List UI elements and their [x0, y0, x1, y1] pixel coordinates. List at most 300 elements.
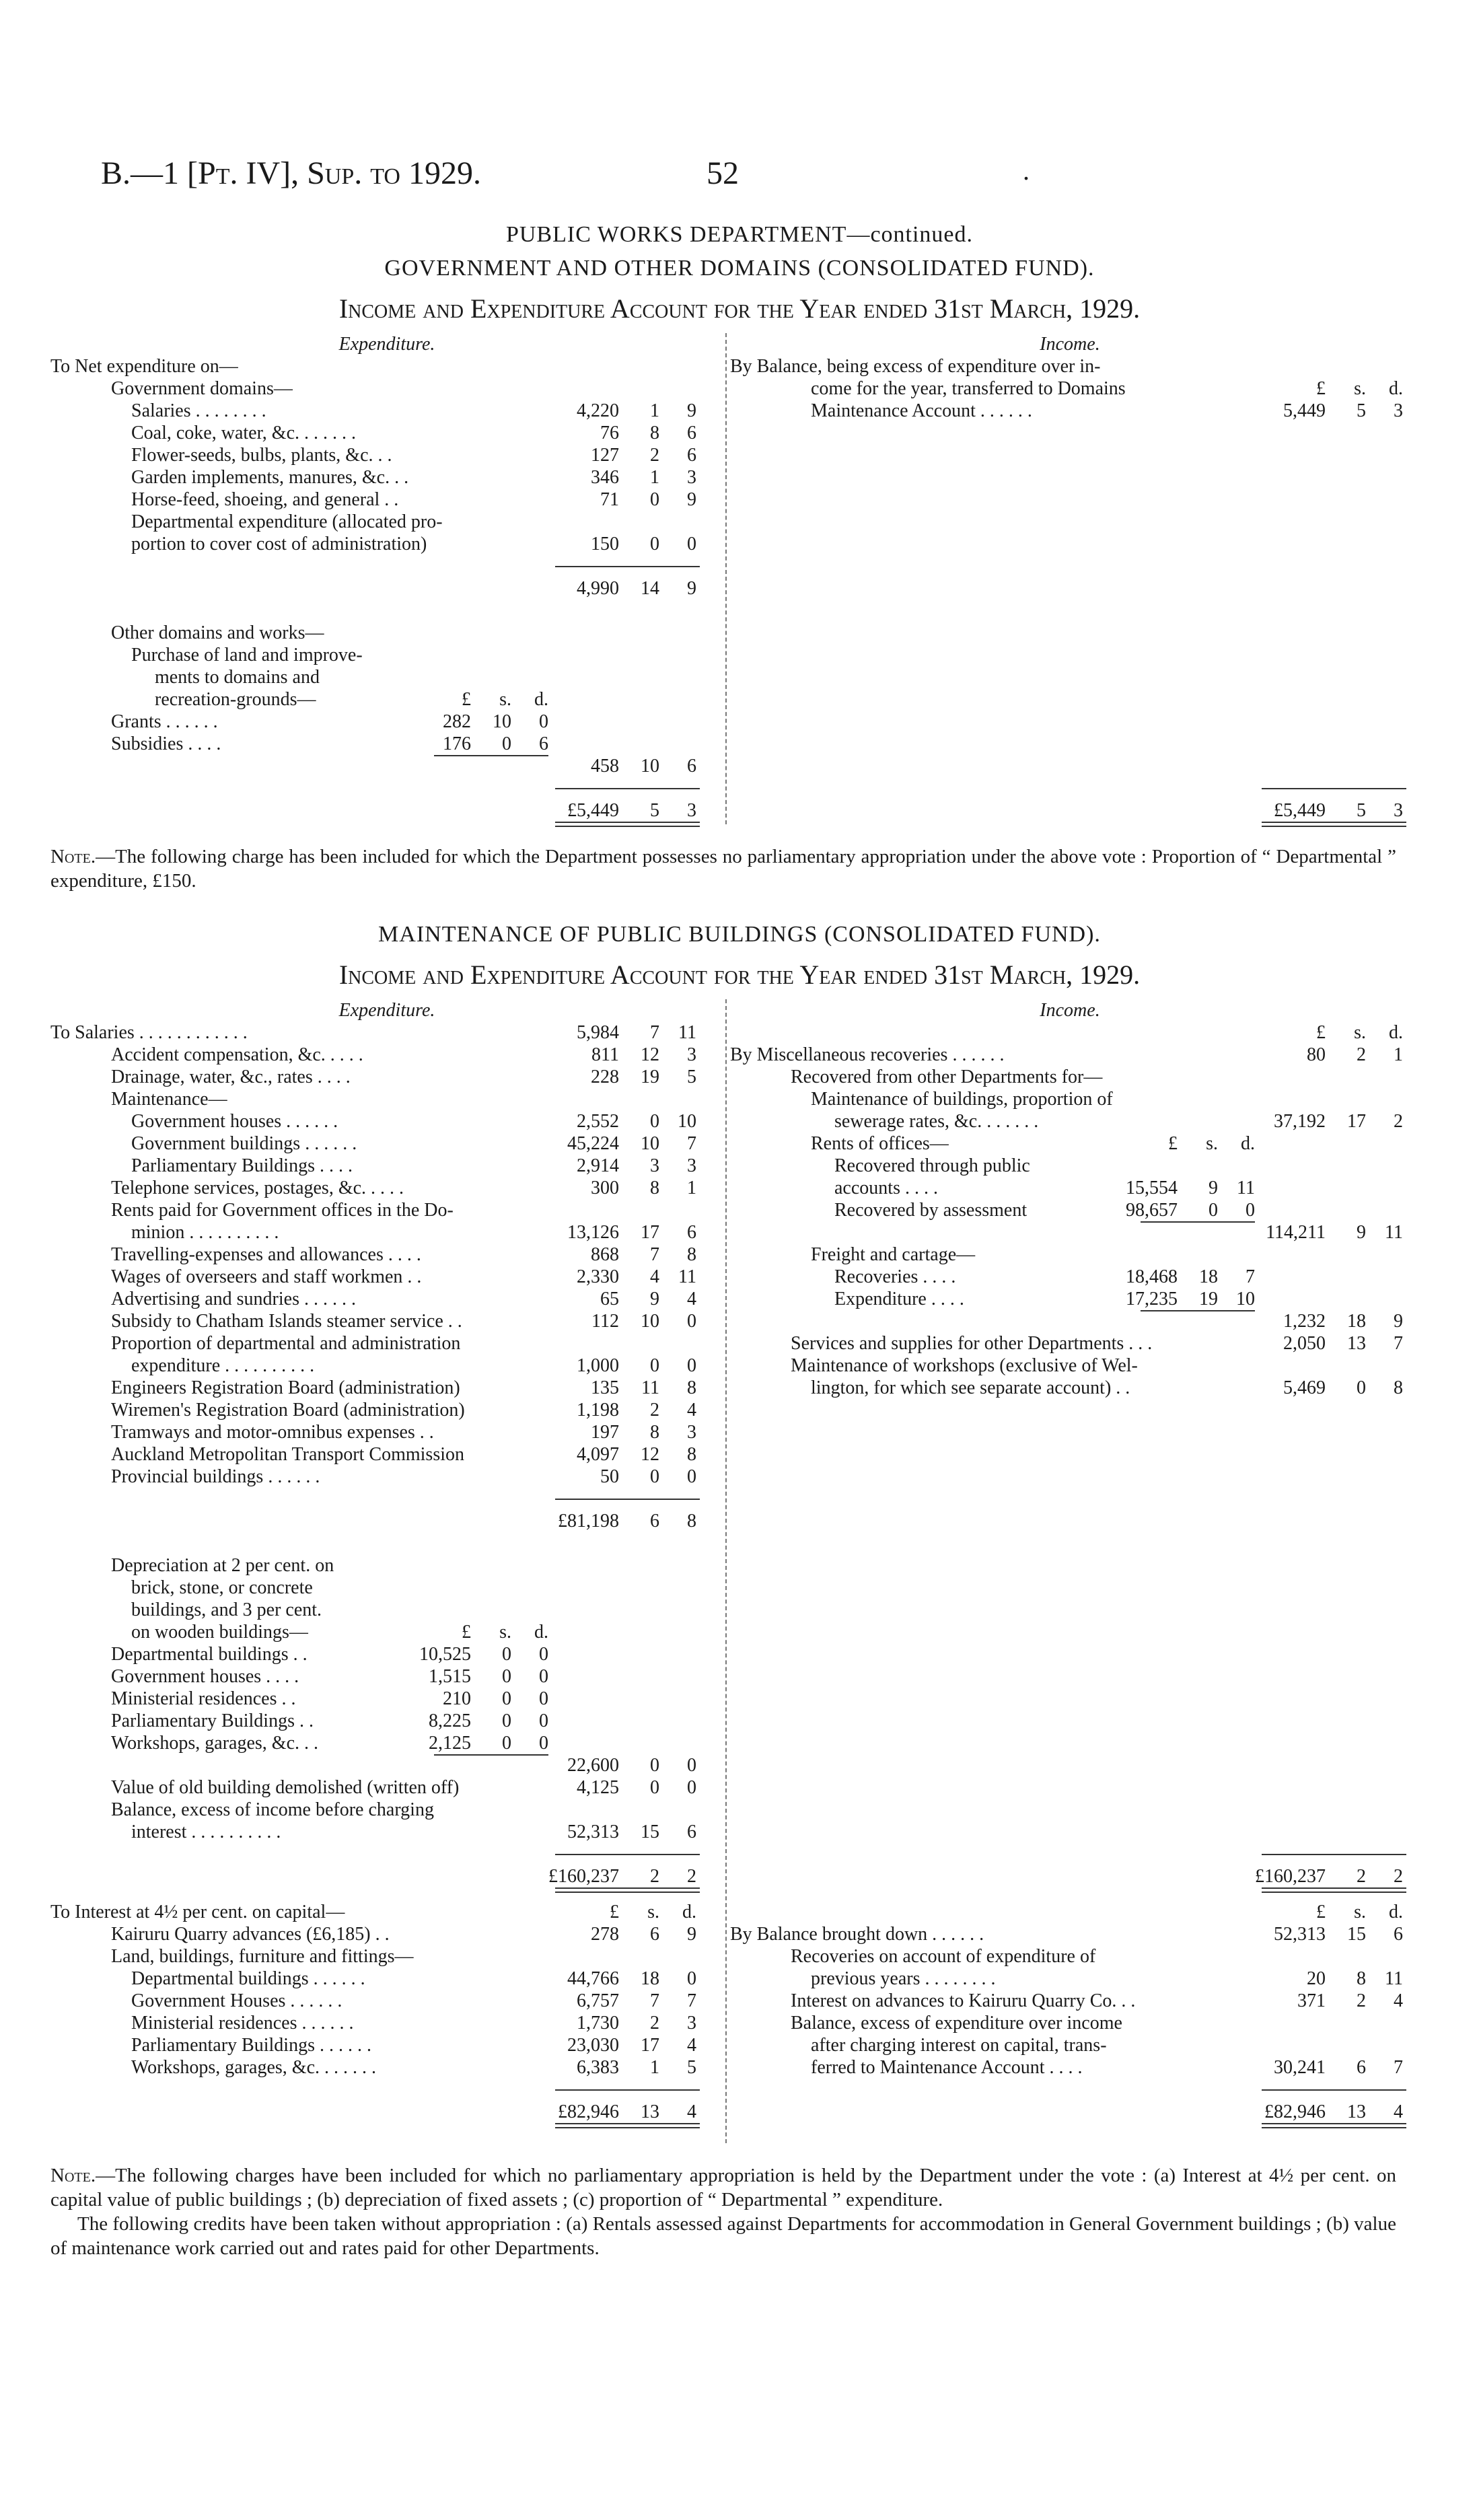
line-description: Parliamentary Buildings . . . . . .	[131, 2035, 371, 2056]
amount-pounds: 71	[600, 489, 619, 510]
amount-shillings: 9	[1357, 1222, 1366, 1243]
amount-pounds: £5,449	[567, 800, 619, 821]
amount-pounds: 868	[591, 1244, 619, 1265]
line-description: Value of old building demolished (written off)	[111, 1777, 460, 1798]
line-description: Recoveries on account of expenditure of	[791, 1946, 1096, 1967]
amount-line	[50, 1754, 723, 1776]
amount-pence: 4	[687, 1289, 696, 1309]
line-description: lington, for which see separate account) . .	[811, 1377, 1130, 1398]
total-pence: 2	[1394, 1866, 1403, 1887]
sub-amount-pounds: 1,515	[429, 1666, 471, 1687]
spacer-line	[730, 600, 1410, 622]
amount-pounds: 5,449	[1283, 400, 1326, 421]
sub-amount-pence: 0	[1246, 1200, 1255, 1221]
amount-pounds: 22,600	[567, 1755, 619, 1776]
amount-pence: 4	[1394, 2101, 1403, 2122]
amount-pounds: 5,469	[1283, 1377, 1326, 1398]
amount-pounds: 4,990	[577, 578, 619, 599]
account-line	[730, 1199, 1410, 1221]
line-description: Recovered from other Departments for—	[791, 1067, 1103, 1087]
amount-pence: 6	[687, 756, 696, 777]
account-line	[50, 1132, 723, 1155]
line-description: sewerage rates, &c. . . . . . .	[834, 1111, 1039, 1132]
amount-pounds: 114,211	[1266, 1222, 1326, 1243]
line-description: Expenditure . . . .	[834, 1289, 964, 1309]
page-number: 52	[707, 155, 739, 191]
amount-shillings: 0	[650, 1355, 659, 1376]
amount-line	[50, 2101, 723, 2123]
account-line	[50, 666, 723, 688]
amount-pence: 2	[1394, 1111, 1403, 1132]
total-rule	[555, 1854, 700, 1855]
amount-pounds: 197	[591, 1422, 619, 1443]
maintenance-note-1	[50, 2163, 1396, 2212]
spacer-line	[730, 1599, 1410, 1621]
sub-amount-pence: 7	[1246, 1266, 1255, 1287]
account-line	[730, 1088, 1410, 1110]
line-description: brick, stone, or concrete	[131, 1577, 313, 1598]
amount-pounds: 1,730	[577, 2013, 619, 2033]
interest-credits-side	[730, 1901, 1410, 2128]
closing-double-rule	[1262, 1887, 1406, 1893]
total-pence: 3	[1394, 800, 1403, 821]
note-lead: Note.	[50, 846, 96, 867]
line-description: Flower-seeds, bulbs, plants, &c. . .	[131, 445, 392, 466]
amount-pence: 10	[678, 1111, 696, 1132]
interest-credits-rows	[730, 1901, 1410, 2128]
amount-line	[730, 2101, 1410, 2123]
amount-pounds: 228	[591, 1067, 619, 1087]
total-shillings: 5	[1357, 800, 1366, 821]
amount-shillings: 13	[641, 2101, 659, 2122]
amount-shillings: 2	[1357, 1990, 1366, 2011]
amount-pence: 1	[1394, 1044, 1403, 1065]
amount-pence: 0	[687, 1355, 696, 1376]
spacer-line	[730, 555, 1410, 577]
account-line	[50, 511, 723, 533]
amount-line	[50, 1532, 723, 1554]
amount-shillings: s.	[647, 1902, 659, 1922]
sub-amount-shillings: 0	[502, 733, 511, 754]
account-line	[730, 1990, 1410, 2012]
spacer-line	[730, 1665, 1410, 1688]
amount-pounds: 80	[1307, 1044, 1326, 1065]
amount-pence: 8	[687, 1377, 696, 1398]
sub-amount-pence: 0	[539, 1688, 548, 1709]
amount-pence: d.	[1389, 1902, 1403, 1922]
amount-pence: d.	[1389, 378, 1403, 399]
amount-pounds: 278	[591, 1924, 619, 1945]
line-description: accounts . . . .	[834, 1178, 938, 1198]
amount-shillings: 5	[1357, 400, 1366, 421]
sub-amount-pounds: 10,525	[419, 1644, 471, 1665]
sub-amount-pounds: 282	[443, 711, 471, 732]
amount-pence: 3	[687, 2013, 696, 2033]
amount-line	[730, 1901, 1410, 1923]
amount-pounds: 346	[591, 467, 619, 488]
domains-subtitle: Income and Expenditure Account for the Year ended 31st March, 1929.	[338, 293, 1141, 324]
amount-pounds: £	[1316, 1902, 1326, 1922]
line-description: Maintenance Account . . . . . .	[811, 400, 1032, 421]
account-line	[50, 1688, 723, 1710]
amount-shillings: 2	[1357, 1044, 1366, 1065]
line-description: Auckland Metropolitan Transport Commission	[111, 1444, 464, 1465]
amount-line	[50, 799, 723, 822]
line-description: Garden implements, manures, &c. . .	[131, 467, 409, 488]
spacer-line	[730, 489, 1410, 511]
amount-pence: 11	[1385, 1968, 1403, 1989]
amount-line	[50, 555, 723, 577]
total-line	[730, 799, 1410, 822]
line-description: Drainage, water, &c., rates . . . .	[111, 1067, 351, 1087]
amount-shillings: 7	[650, 1244, 659, 1265]
account-line	[730, 1923, 1410, 1945]
line-description: Ministerial residences . .	[111, 1688, 296, 1709]
amount-shillings: 15	[641, 1822, 659, 1842]
line-description: Departmental expenditure (allocated pro-	[131, 511, 443, 532]
sub-amount-pence: d.	[534, 1622, 548, 1643]
line-description: minion . . . . . . . . . .	[131, 1222, 279, 1243]
amount-pounds: 52,313	[1274, 1924, 1326, 1945]
account-line	[50, 1821, 723, 1843]
amount-pence: 6	[1394, 1924, 1403, 1945]
amount-pence: 5	[687, 2057, 696, 2078]
line-description: Advertising and sundries . . . . . .	[111, 1289, 356, 1309]
account-line	[730, 1355, 1410, 1377]
line-description: Freight and cartage—	[811, 1244, 976, 1265]
account-line	[50, 355, 723, 377]
sub-amount-pounds: £	[462, 689, 471, 710]
spacer-line	[730, 711, 1410, 733]
amount-shillings: 10	[641, 1133, 659, 1154]
amount-pence: 0	[687, 1311, 696, 1332]
sub-total-rule	[434, 1754, 548, 1756]
amount-pence: 11	[678, 1266, 696, 1287]
account-line	[730, 1066, 1410, 1088]
closing-double-rule	[1262, 822, 1406, 827]
sub-amount-shillings: 19	[1199, 1289, 1218, 1309]
account-line	[730, 1110, 1410, 1132]
sub-amount-pence: 0	[539, 711, 548, 732]
line-description: Tramways and motor-omnibus expenses . .	[111, 1422, 434, 1443]
account-line	[730, 400, 1410, 422]
line-description: buildings, and 3 per cent.	[131, 1599, 322, 1620]
amount-line	[730, 1021, 1410, 1044]
account-line	[730, 1155, 1410, 1177]
account-line	[50, 1177, 723, 1199]
amount-line	[50, 577, 723, 600]
amount-pounds: 65	[600, 1289, 619, 1309]
amount-shillings: 18	[1347, 1311, 1366, 1332]
account-line	[50, 2012, 723, 2034]
line-description: Kairuru Quarry advances (£6,185) . .	[111, 1924, 390, 1945]
account-line	[50, 1776, 723, 1799]
account-line	[50, 1554, 723, 1577]
line-description: Departmental buildings . . . . . .	[131, 1968, 365, 1989]
account-line	[50, 1244, 723, 1266]
sub-amount-pounds: 17,235	[1126, 1289, 1178, 1309]
total-rule	[555, 566, 700, 567]
income-heading: Income.	[1040, 334, 1100, 355]
account-line	[50, 1199, 723, 1221]
amount-line	[50, 600, 723, 622]
spacer-line	[730, 466, 1410, 489]
closing-double-rule	[555, 1887, 700, 1893]
note-text: —The following charges have been included for which no parliamentary appropriation is held by the Department under the vote : (a) Interest at 4½ per cent. on capital value of public buildings ; (b) depreciation of fixed assets ; (c) proportion of “ Departmental ” expenditure.	[50, 2165, 1396, 2210]
sub-amount-pence: 0	[539, 1666, 548, 1687]
amount-pounds: 44,766	[567, 1968, 619, 1989]
account-line	[50, 688, 723, 711]
amount-pounds: 150	[591, 534, 619, 554]
line-description: ments to domains and	[155, 667, 320, 688]
account-line	[50, 1990, 723, 2012]
amount-shillings: 8	[650, 423, 659, 443]
line-description: To Salaries . . . . . . . . . . . .	[50, 1022, 248, 1043]
amount-pence: 9	[687, 489, 696, 510]
account-line	[50, 2034, 723, 2056]
amount-line	[730, 2079, 1410, 2101]
amount-shillings: 0	[650, 1111, 659, 1132]
amount-pounds: 5,984	[577, 1022, 619, 1043]
account-line	[50, 1621, 723, 1643]
spacer-line	[730, 1799, 1410, 1821]
line-description: Proportion of departmental and administration	[111, 1333, 461, 1354]
amount-pounds: 4,097	[577, 1444, 619, 1465]
sub-total-rule	[434, 755, 548, 756]
amount-pence: 7	[687, 1133, 696, 1154]
note-text: —The following charge has been included for which the Department possesses no parliamentary appropriation under the above vote : Proportion of “ Departmental ” expenditure, £150.	[50, 846, 1396, 892]
amount-pence: 7	[687, 1990, 696, 2011]
maintenance-note-2: The following credits have been taken without appropriation : (a) Rentals assessed against Departments for accommodation in General Government buildings ; (b) value of maintenance work carried out and rates paid for other Departments.	[50, 2213, 1396, 2259]
account-line	[50, 1799, 723, 1821]
closing-double-rule	[1262, 2123, 1406, 2128]
amount-shillings: 1	[650, 467, 659, 488]
maintenance-expenditure-rows	[50, 1021, 723, 1893]
account-line	[50, 1155, 723, 1177]
sub-amount-shillings: 10	[493, 711, 511, 732]
amount-pence: 8	[687, 1511, 696, 1532]
spacer-line	[730, 1710, 1410, 1732]
income-heading: Income.	[1040, 1000, 1100, 1021]
account-line	[50, 733, 723, 755]
line-description: ferred to Maintenance Account . . . .	[811, 2057, 1083, 2078]
amount-pounds: 37,192	[1274, 1111, 1326, 1132]
account-line	[50, 1968, 723, 1990]
amount-shillings: s.	[1354, 378, 1366, 399]
account-line	[50, 422, 723, 444]
amount-shillings: 7	[650, 1022, 659, 1043]
interest-charges-side	[50, 1901, 723, 2128]
account-line	[730, 2056, 1410, 2079]
account-line	[50, 1288, 723, 1310]
sub-amount-pounds: 18,468	[1126, 1266, 1178, 1287]
amount-shillings: 17	[641, 1222, 659, 1243]
expenditure-heading: Expenditure.	[338, 1000, 435, 1021]
domains-expenditure-rows	[50, 355, 723, 827]
amount-line	[50, 1843, 723, 1865]
amount-pence: 3	[687, 1422, 696, 1443]
amount-shillings: 12	[641, 1444, 659, 1465]
account-line	[50, 622, 723, 644]
rule-line	[730, 1843, 1410, 1865]
amount-shillings: 0	[650, 1755, 659, 1776]
spacer-line	[730, 1554, 1410, 1577]
amount-pounds: 50	[600, 1466, 619, 1487]
line-description: recreation-grounds—	[155, 689, 316, 710]
department-title: PUBLIC WORKS DEPARTMENT—continued.	[505, 222, 974, 247]
account-line	[50, 1945, 723, 1968]
spacer-line	[730, 1532, 1410, 1554]
amount-shillings: 6	[1357, 2057, 1366, 2078]
amount-shillings: 12	[641, 1044, 659, 1065]
line-description: Wiremen's Registration Board (administration)	[111, 1400, 465, 1420]
line-description: Recoveries . . . .	[834, 1266, 956, 1287]
account-line	[50, 1066, 723, 1088]
spacer-line	[730, 1443, 1410, 1466]
sub-amount-shillings: 0	[1209, 1200, 1218, 1221]
account-line	[50, 1466, 723, 1488]
line-description: Other domains and works—	[111, 622, 324, 643]
line-description: Departmental buildings . .	[111, 1644, 308, 1665]
sub-total-rule	[1141, 1310, 1255, 1311]
account-line	[50, 1110, 723, 1132]
amount-pounds: 2,050	[1283, 1333, 1326, 1354]
sub-amount-shillings: s.	[499, 1622, 511, 1643]
sub-amount-shillings: 0	[502, 1733, 511, 1754]
amount-pounds: 135	[591, 1377, 619, 1398]
line-description: Subsidy to Chatham Islands steamer service . .	[111, 1311, 462, 1332]
total-rule	[1262, 788, 1406, 789]
amount-pounds: 1,198	[577, 1400, 619, 1420]
amount-shillings: 10	[641, 1311, 659, 1332]
amount-pence: 4	[687, 1400, 696, 1420]
account-line	[730, 1288, 1410, 1310]
account-line	[50, 1643, 723, 1665]
page-header	[101, 155, 1379, 195]
sub-amount-shillings: s.	[1206, 1133, 1218, 1154]
line-description: Services and supplies for other Departments . . .	[791, 1333, 1153, 1354]
spacer-line	[730, 1399, 1410, 1421]
account-line	[730, 377, 1410, 400]
amount-pounds: £82,946	[1264, 2101, 1326, 2122]
amount-line	[50, 1510, 723, 1532]
line-description: Rents of offices—	[811, 1133, 949, 1154]
note-lead: Note.	[50, 2165, 96, 2186]
line-description: Balance, excess of expenditure over income	[791, 2013, 1122, 2033]
line-description: By Miscellaneous recoveries . . . . . .	[730, 1044, 1005, 1065]
amount-shillings: 6	[650, 1511, 659, 1532]
sub-amount-pence: 11	[1237, 1178, 1255, 1198]
sub-amount-shillings: 0	[502, 1644, 511, 1665]
line-description: Government houses . . . .	[111, 1666, 299, 1687]
amount-pence: 7	[1394, 2057, 1403, 2078]
account-line	[730, 2034, 1410, 2056]
amount-shillings: 9	[650, 1289, 659, 1309]
line-description: come for the year, transferred to Domains	[811, 378, 1126, 399]
amount-shillings: 0	[1357, 1377, 1366, 1398]
amount-shillings: 6	[650, 1924, 659, 1945]
sub-total-rule	[1141, 1221, 1255, 1223]
amount-shillings: 13	[1347, 1333, 1366, 1354]
line-description: Workshops, garages, &c. . .	[111, 1733, 319, 1754]
amount-shillings: 11	[641, 1377, 659, 1398]
sub-amount-pence: 10	[1236, 1289, 1255, 1309]
account-line	[730, 1044, 1410, 1066]
amount-pence: 3	[687, 1155, 696, 1176]
account-line	[50, 711, 723, 733]
amount-shillings: 13	[1347, 2101, 1366, 2122]
line-description: Salaries . . . . . . . .	[131, 400, 266, 421]
total-rule	[1262, 2089, 1406, 2091]
spacer-line	[730, 666, 1410, 688]
account-line	[50, 466, 723, 489]
line-description: Maintenance of buildings, proportion of	[811, 1089, 1113, 1110]
sub-amount-pounds: 210	[443, 1688, 471, 1709]
amount-pounds: 30,241	[1274, 2057, 1326, 2078]
amount-pence: d.	[682, 1902, 696, 1922]
amount-shillings: 2	[650, 2013, 659, 2033]
amount-shillings: 17	[1347, 1111, 1366, 1132]
amount-pence: 0	[687, 1777, 696, 1798]
amount-pounds: 811	[591, 1044, 619, 1065]
expenditure-heading: Expenditure.	[338, 334, 435, 355]
amount-pounds: £160,237	[548, 1866, 619, 1887]
amount-shillings: 14	[641, 578, 659, 599]
amount-shillings: 19	[641, 1067, 659, 1087]
sub-amount-pence: 0	[539, 1711, 548, 1731]
amount-pence: 6	[687, 445, 696, 466]
amount-pence: 9	[687, 1924, 696, 1945]
line-description: portion to cover cost of administration)	[131, 534, 427, 554]
sub-amount-pounds: 176	[443, 733, 471, 754]
spacer-line	[730, 755, 1410, 777]
account-line	[50, 2056, 723, 2079]
sub-amount-shillings: 9	[1209, 1178, 1218, 1198]
account-line	[50, 1923, 723, 1945]
amount-line	[50, 2079, 723, 2101]
line-description: Workshops, garages, &c. . . . . . .	[131, 2057, 377, 2078]
amount-pence: 1	[687, 1178, 696, 1198]
spacer-line	[730, 1821, 1410, 1843]
spacer-line	[730, 1732, 1410, 1754]
spacer-line	[730, 1688, 1410, 1710]
amount-shillings: 4	[650, 1266, 659, 1287]
amount-pence: 0	[687, 1968, 696, 1989]
line-description: To Interest at 4½ per cent. on capital—	[50, 1902, 345, 1922]
maintenance-notes	[50, 2163, 1396, 2260]
sub-amount-shillings: 0	[502, 1711, 511, 1731]
amount-pence: 0	[687, 1755, 696, 1776]
account-line	[50, 1088, 723, 1110]
line-description: Recovered by assessment	[834, 1200, 1027, 1221]
amount-shillings: s.	[1354, 1022, 1366, 1043]
closing-double-rule	[555, 822, 700, 827]
amount-pence: 5	[687, 1067, 696, 1087]
line-description: Parliamentary Buildings . .	[111, 1711, 314, 1731]
spacer-line	[730, 1776, 1410, 1799]
account-line	[50, 1310, 723, 1332]
amount-pounds: 2,330	[577, 1266, 619, 1287]
line-description: Maintenance—	[111, 1089, 227, 1110]
line-description: Provincial buildings . . . . . .	[111, 1466, 320, 1487]
line-description: Government domains—	[111, 378, 293, 399]
total-rule	[555, 1499, 700, 1500]
maintenance-title: MAINTENANCE OF PUBLIC BUILDINGS (CONSOLIDATED FUND).	[378, 922, 1101, 947]
report-reference: B.—1 [Pt. IV], Sup. to 1929.	[101, 155, 481, 191]
amount-pence: 4	[687, 2035, 696, 2056]
account-line	[730, 1945, 1410, 1968]
amount-pence: 4	[1394, 1990, 1403, 2011]
